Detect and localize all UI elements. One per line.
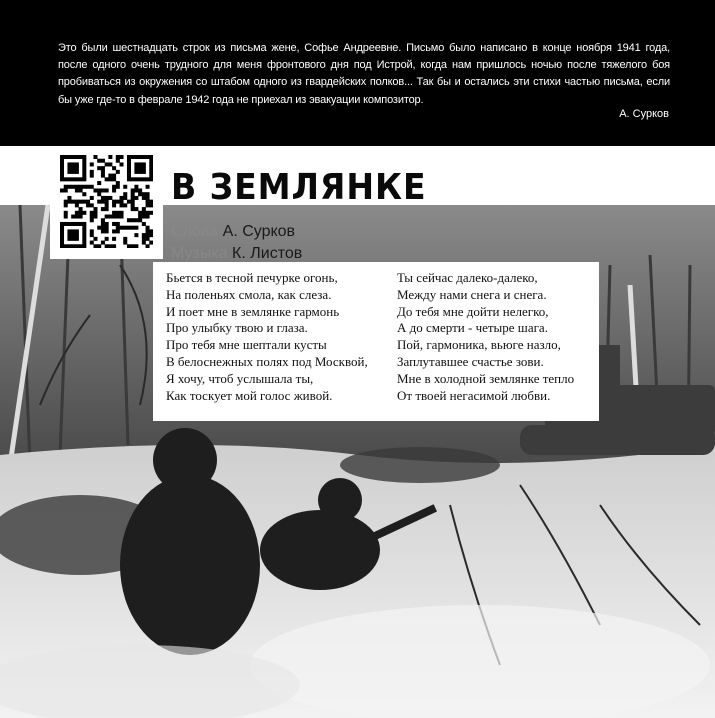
credit-words <box>171 222 295 242</box>
qr-code-image <box>60 155 153 248</box>
stanza-right <box>397 270 574 404</box>
music-role: Музыка <box>171 245 228 262</box>
lyric-line: Пой, гармоника, вьюге назло, <box>397 337 561 353</box>
lyric-line: От твоей негасимой любви. <box>397 387 551 403</box>
lyric-line: И поет мне в землянке гармонь <box>166 303 340 319</box>
lyric-line: Между нами снега и снега. <box>397 286 547 302</box>
credit-music <box>171 244 302 264</box>
lyric-line: До тебя мне дойти нелегко, <box>397 303 549 319</box>
lyric-line: Как тоскует мой голос живой. <box>166 387 333 403</box>
lyric-line: Про улыбку твою и глаза. <box>166 320 308 336</box>
words-role: Слова <box>171 223 219 240</box>
lyric-line: Бьется в тесной печурке огонь, <box>166 270 338 285</box>
lyric-line: Про тебя мне шептали кусты <box>166 337 327 353</box>
intro-text: Это были шестнадцать строк из письма жене, Софье Андреевне. Письмо было написано в конце ноября 1941 года, после одного очень трудного для меня фронтового дня под Истрой, когда нам пришлось ночью после тяжелого боя пробиваться из окружения со штабом одного из гвардейских полков... Так бы и остались эти стихи частью письма, если бы уже где-то в феврале 1942 года не приехал из эвакуации композитор. <box>58 42 670 106</box>
lyric-line: А до смерти - четыре шага. <box>397 320 548 336</box>
words-author: А. Сурков <box>222 223 296 240</box>
lyrics-panel <box>153 262 599 421</box>
lyric-line: Заплутавшее счастье зови. <box>397 353 544 369</box>
lyric-line: В белоснежных полях под Москвой, <box>166 353 368 369</box>
lyric-line: На поленьях смола, как слеза. <box>166 286 332 302</box>
lyric-line: Я хочу, чтоб услышала ты, <box>166 370 314 386</box>
lyric-line: Мне в холодной землянке тепло <box>397 370 575 386</box>
intro-signature: А. Сурков <box>619 108 669 120</box>
lyric-line: Ты сейчас далеко-далеко, <box>397 270 538 285</box>
qr-code[interactable] <box>50 146 163 259</box>
song-title: В ЗЕМЛЯНКЕ <box>171 167 427 208</box>
intro-banner <box>0 0 715 146</box>
stanza-left <box>166 270 368 404</box>
music-author: К. Листов <box>232 245 303 262</box>
